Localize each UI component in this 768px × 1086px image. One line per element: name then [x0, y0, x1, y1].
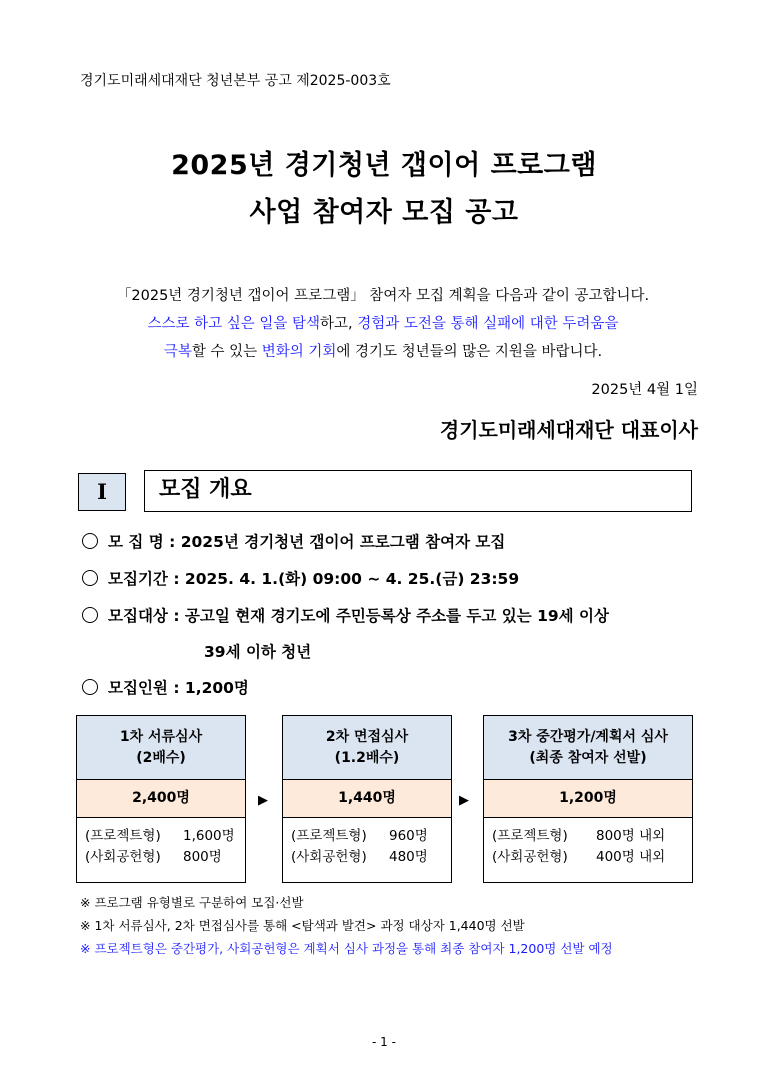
breakdown-count: 800명 [183, 849, 222, 865]
intro-highlight: 변화의 기회 [261, 344, 337, 360]
stage-breakdown [77, 818, 245, 868]
stage-breakdown [484, 818, 692, 868]
overview-item-name [82, 530, 505, 552]
intro-text: 하고, [320, 316, 358, 332]
breakdown-type: (사회공헌형) [85, 849, 161, 865]
breakdown-type: (프로젝트형) [85, 828, 161, 844]
stage-card-2 [282, 715, 452, 883]
stage-title: 3차 중간평가/계획서 심사 [508, 728, 668, 745]
overview-label: 모집인원 [108, 679, 168, 697]
intro-line1: 「2025년 경기청년 갭이어 프로그램」 참여자 모집 계획을 다음과 같이 공고합니다. [116, 288, 650, 304]
stage-count: 1,200명 [484, 780, 692, 818]
overview-label: 모집대상 [108, 607, 168, 625]
page-title-line1: 2025년 경기청년 갭이어 프로그램 [171, 150, 597, 181]
stage-subtitle: (1.2배수) [334, 749, 400, 766]
breakdown-row [291, 847, 451, 868]
stage-subtitle: (최종 참여자 선발) [529, 749, 647, 766]
circle-bullet-icon [82, 533, 98, 549]
stage-title: 1차 서류심사 [119, 728, 203, 745]
breakdown-count: 480명 [389, 849, 428, 865]
section-title: 모집 개요 [144, 470, 692, 512]
stage-subtitle: (2배수) [136, 749, 186, 766]
breakdown-type: (프로젝트형) [492, 828, 568, 844]
stage-count: 1,440명 [283, 780, 451, 818]
footnote: ※ 1차 서류심사, 2차 면접심사를 통해 <탐색과 발견> 과정 대상자 1,440명 선발 [80, 918, 525, 933]
stage-breakdown [283, 818, 451, 868]
stage-header [77, 716, 245, 780]
arrow-right-icon: ▶ [258, 793, 268, 808]
breakdown-row [291, 826, 451, 847]
footnote: ※ 프로그램 유형별로 구분하여 모집·선발 [80, 895, 304, 910]
intro-highlight: 스스로 하고 싶은 일을 탐색 [147, 316, 321, 332]
breakdown-row [85, 847, 245, 868]
page-title-line2: 사업 참여자 모집 공고 [249, 197, 519, 228]
section-number: I [78, 473, 126, 511]
intro-highlight: 극복 [163, 344, 192, 360]
breakdown-count: 1,600명 [183, 828, 235, 844]
overview-target-continued: 39세 이하 청년 [204, 643, 312, 661]
stage-title: 2차 면접심사 [325, 728, 409, 745]
circle-bullet-icon [82, 679, 98, 695]
page-number: - 1 - [372, 1035, 396, 1049]
breakdown-count: 400명 내외 [596, 849, 666, 865]
breakdown-row [492, 847, 692, 868]
breakdown-count: 800명 내외 [596, 828, 666, 844]
overview-value: : 2025년 경기청년 갭이어 프로그램 참여자 모집 [169, 533, 506, 551]
notice-date: 2025년 4월 1일 [591, 382, 698, 398]
issuing-organization: 경기도미래세대재단 대표이사 [439, 418, 698, 442]
breakdown-type: (사회공헌형) [492, 849, 568, 865]
stage-header [484, 716, 692, 780]
intro-text: 에 경기도 청년들의 많은 지원을 바랍니다. [336, 344, 603, 360]
breakdown-row [85, 826, 245, 847]
intro-text: 할 수 있는 [191, 344, 262, 360]
circle-bullet-icon [82, 570, 98, 586]
overview-value: : 1,200명 [173, 679, 249, 697]
breakdown-row [492, 826, 692, 847]
overview-value: : 공고일 현재 경기도에 주민등록상 주소를 두고 있는 19세 이상 [173, 607, 610, 625]
breakdown-count: 960명 [389, 828, 428, 844]
stage-card-1 [76, 715, 246, 883]
overview-value: : 2025. 4. 1.(화) 09:00 ~ 4. 25.(금) 23:59 [173, 570, 520, 588]
stage-count: 2,400명 [77, 780, 245, 818]
overview-item-target [82, 604, 609, 626]
breakdown-type: (프로젝트형) [291, 828, 367, 844]
overview-label: 모집기간 [108, 570, 168, 588]
overview-item-count [82, 676, 249, 698]
overview-item-period [82, 567, 519, 589]
stage-card-3 [483, 715, 693, 883]
stage-header [283, 716, 451, 780]
circle-bullet-icon [82, 607, 98, 623]
intro-line2 [60, 310, 706, 338]
arrow-right-icon: ▶ [459, 793, 469, 808]
intro-line3 [60, 338, 706, 366]
overview-label: 모 집 명 [108, 533, 164, 551]
footnote-highlight: ※ 프로젝트형은 중간평가, 사회공헌형은 계획서 심사 과정을 통해 최종 참여자 1,200명 선발 예정 [80, 941, 613, 956]
notice-number: 경기도미래세대재단 청년본부 공고 제2025-003호 [80, 73, 391, 89]
intro-highlight: 경험과 도전을 통해 실패에 대한 두려움을 [357, 316, 619, 332]
breakdown-type: (사회공헌형) [291, 849, 367, 865]
